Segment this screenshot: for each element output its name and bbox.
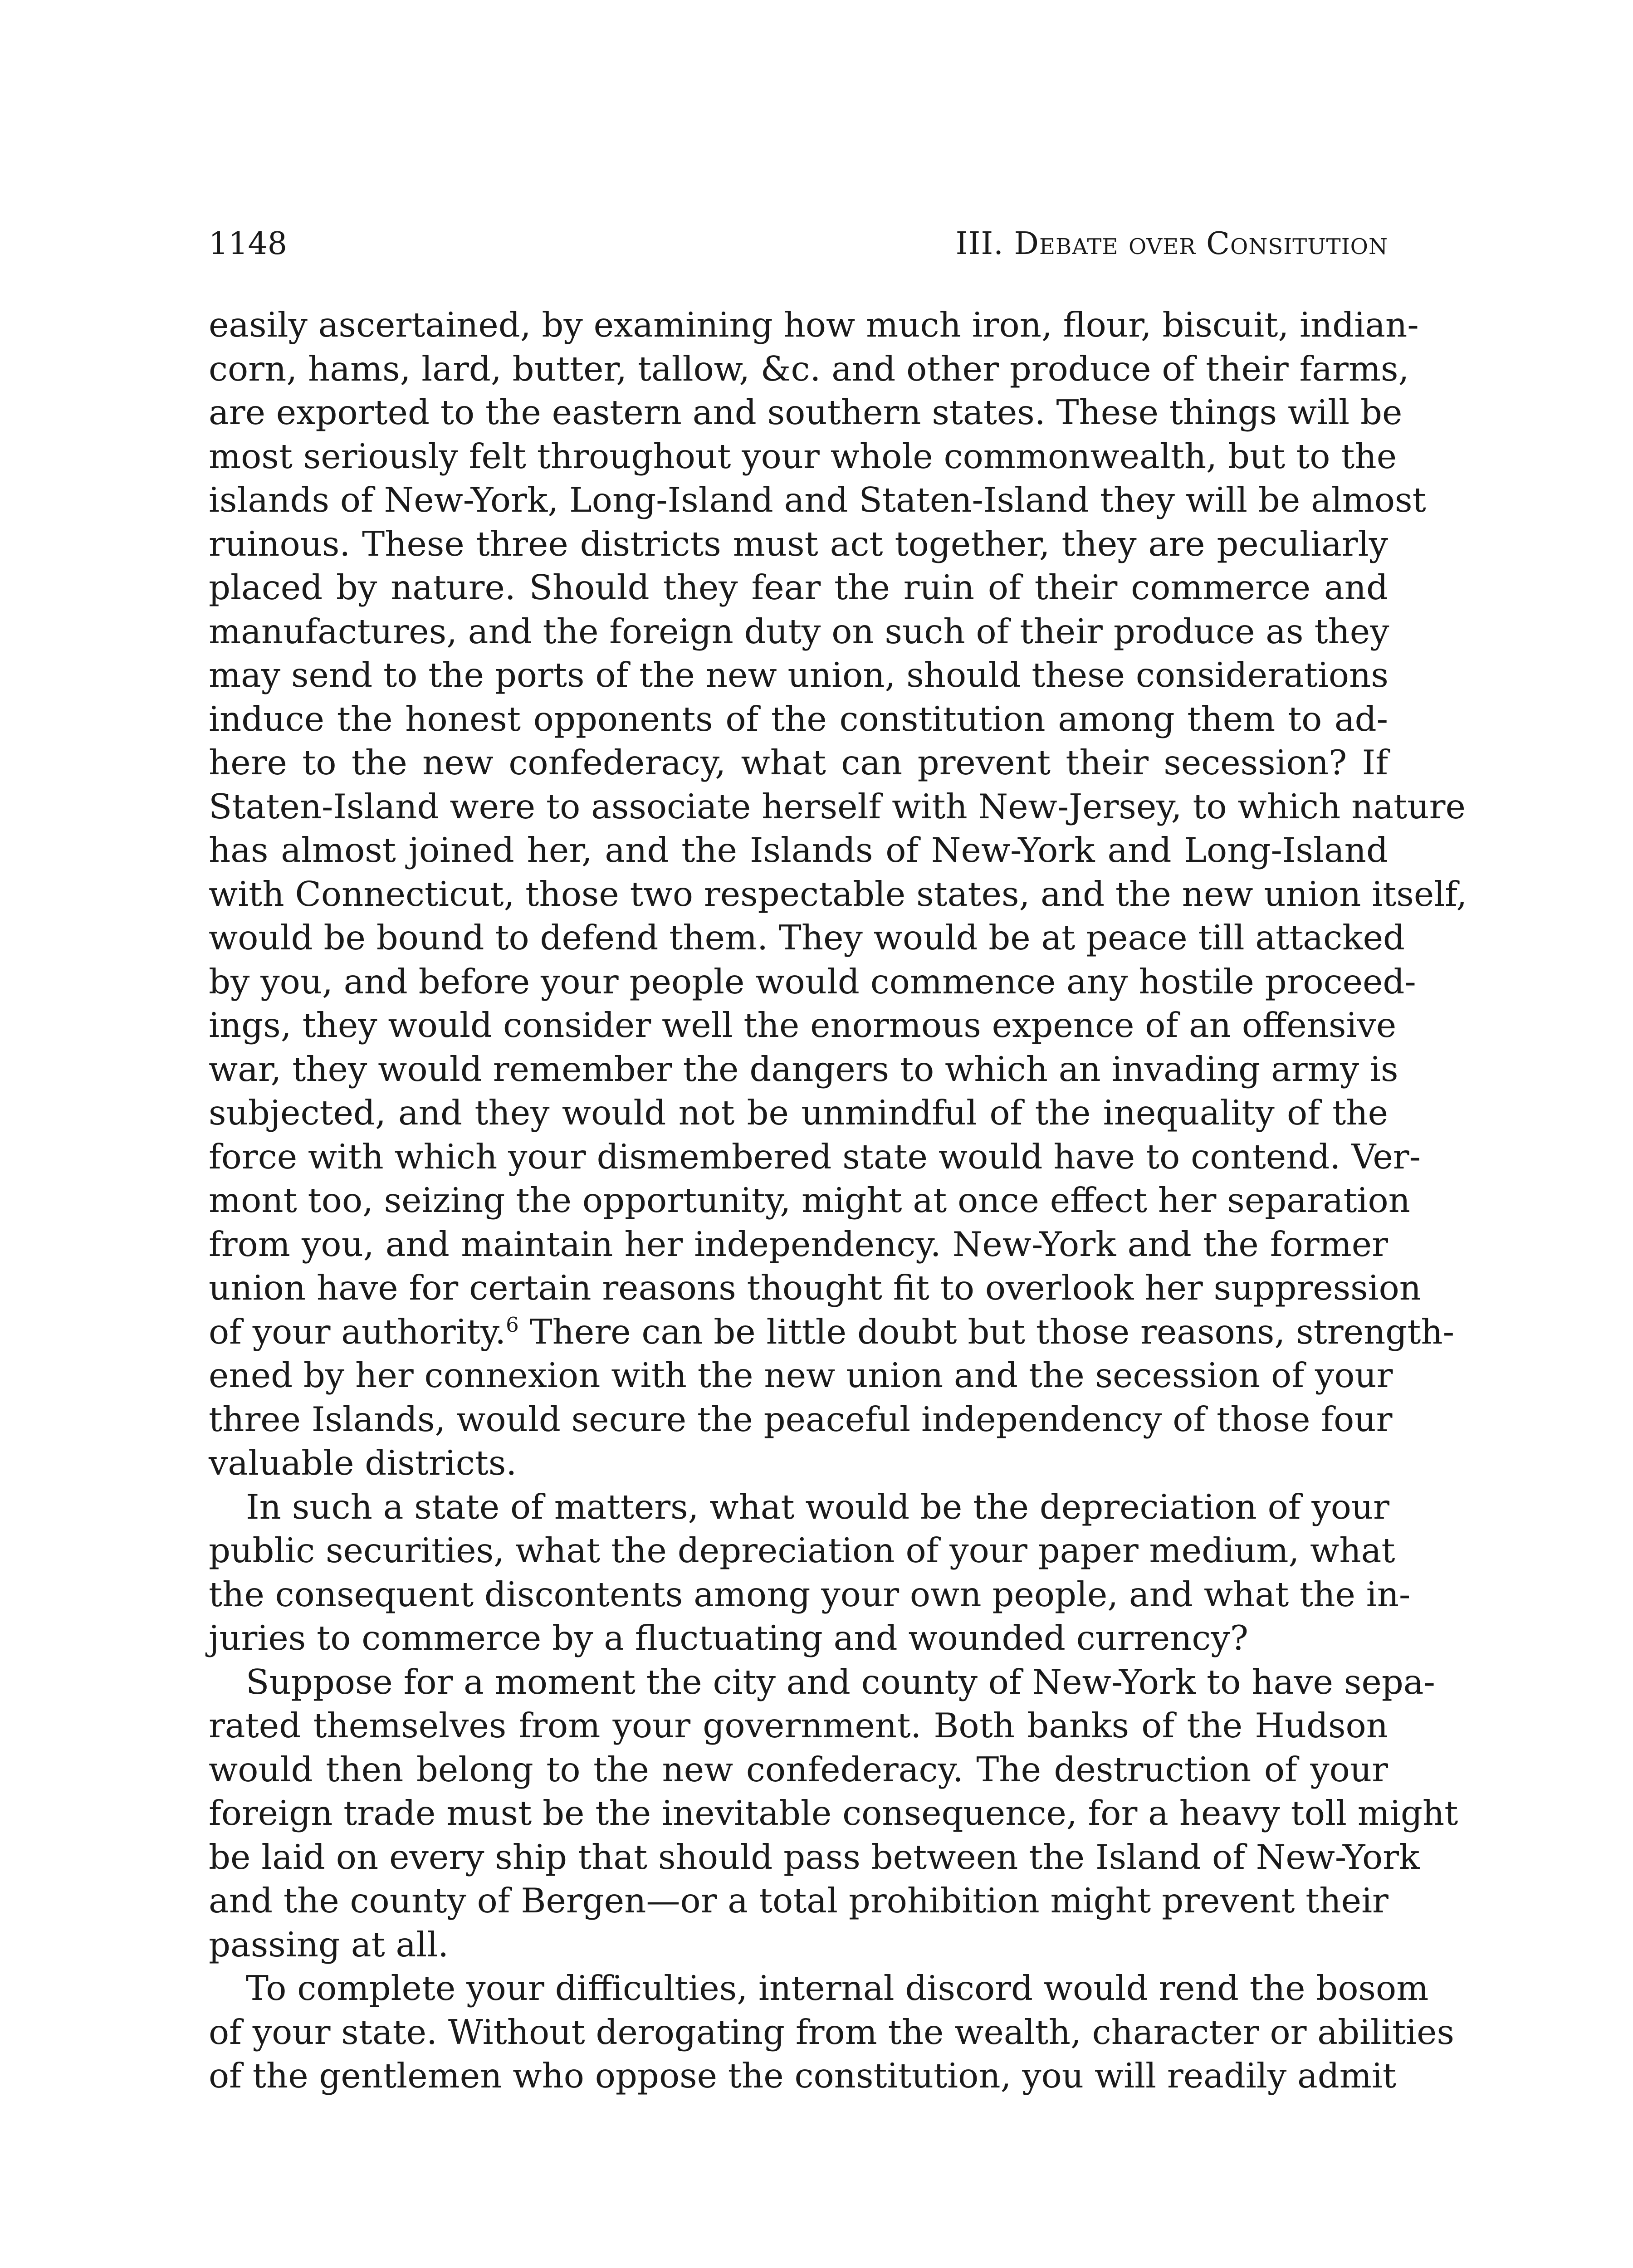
text-line: passing at all. bbox=[209, 1924, 449, 1965]
text-line: would then belong to the new confederacy. The destruction of your bbox=[209, 1749, 1388, 1789]
paragraph bbox=[209, 1660, 1458, 1967]
text-line: To complete your difficulties, internal discord would rend the bosom bbox=[246, 1968, 1429, 2008]
text-line: here to the new confederacy, what can prevent their secession? If bbox=[209, 743, 1388, 782]
text-line: union have for certain reasons thought fit to overlook her suppression bbox=[209, 1268, 1422, 1308]
text-line: foreign trade must be the inevitable consequence, for a heavy toll might bbox=[209, 1793, 1458, 1833]
text-line: three Islands, would secure the peaceful independency of those four bbox=[209, 1399, 1393, 1439]
text-line: Suppose for a moment the city and county of New-York to have sepa- bbox=[246, 1662, 1435, 1702]
running-head bbox=[209, 221, 1388, 267]
footnote-line-after: There can be little doubt but those reasons, strength- bbox=[518, 1311, 1455, 1352]
text-line: subjected, and they would not be unmindful of the inequality of the bbox=[209, 1093, 1388, 1133]
paragraph bbox=[209, 303, 1467, 1485]
paragraph bbox=[209, 1485, 1411, 1660]
text-line: public securities, what the depreciation of your paper medium, what bbox=[209, 1530, 1395, 1570]
text-line: rated themselves from your government. Both banks of the Hudson bbox=[209, 1706, 1388, 1745]
text-line: corn, hams, lard, butter, tallow, &c. and other produce of their farms, bbox=[209, 348, 1409, 389]
text-line: mont too, seizing the opportunity, might at once effect her separation bbox=[209, 1180, 1410, 1220]
body-text bbox=[209, 303, 1467, 2098]
text-line: Staten-Island were to associate herself with New-Jersey, to which nature bbox=[209, 786, 1466, 826]
text-line: with Connecticut, those two respectable states, and the new union itself, bbox=[209, 874, 1467, 914]
text-line: may send to the ports of the new union, should these considerations bbox=[209, 655, 1389, 695]
text-line: placed by nature. Should they fear the ruin of their commerce and bbox=[209, 567, 1388, 607]
text-line: islands of New-York, Long-Island and Staten-Island they will be almost bbox=[209, 480, 1426, 520]
text-line: of the gentlemen who oppose the constitution, you will readily admit bbox=[209, 2056, 1397, 2096]
text-line: most seriously felt throughout your whole commonwealth, but to the bbox=[209, 436, 1397, 476]
text-line: ruinous. These three districts must act together, they are peculiarly bbox=[209, 523, 1388, 564]
text-line: In such a state of matters, what would be the depreciation of your bbox=[246, 1486, 1390, 1527]
text-line: would be bound to defend them. They would be at peace till attacked bbox=[209, 918, 1405, 958]
page-number: 1148 bbox=[209, 226, 288, 262]
section-title: III. Debate over Consitution bbox=[955, 226, 1388, 262]
footnote-marker[interactable]: 6 bbox=[506, 1312, 519, 1337]
text-line: war, they would remember the dangers to which an invading army is bbox=[209, 1049, 1398, 1089]
text-line: from you, and maintain her independency. New-York and the former bbox=[209, 1224, 1388, 1264]
text-line: of your state. Without derogating from the wealth, character or abilities bbox=[209, 2012, 1454, 2052]
text-line: induce the honest opponents of the constitution among them to ad- bbox=[209, 699, 1388, 739]
text-line: are exported to the eastern and southern states. These things will be bbox=[209, 392, 1403, 432]
text-line: has almost joined her, and the Islands of New-York and Long-Island bbox=[209, 830, 1388, 870]
text-line: easily ascertained, by examining how much iron, flour, biscuit, indian- bbox=[209, 305, 1419, 345]
text-line-with-footnote bbox=[209, 1310, 1455, 1354]
text-line: valuable districts. bbox=[209, 1443, 517, 1483]
text-line: be laid on every ship that should pass between the Island of New-York bbox=[209, 1837, 1420, 1877]
text-line: by you, and before your people would commence any hostile proceed- bbox=[209, 961, 1416, 1002]
text-line: force with which your dismembered state would have to contend. Ver- bbox=[209, 1136, 1421, 1177]
text-line: juries to commerce by a fluctuating and wounded currency? bbox=[209, 1618, 1249, 1658]
text-line: ings, they would consider well the enormous expence of an offensive bbox=[209, 1005, 1397, 1045]
text-line: manufactures, and the foreign duty on such of their produce as they bbox=[209, 611, 1389, 651]
text-line: and the county of Bergen—or a total prohibition might prevent their bbox=[209, 1881, 1389, 1921]
footnote-line-before: of your authority. bbox=[209, 1311, 506, 1352]
paragraph bbox=[209, 1966, 1454, 2098]
text-line: ened by her connexion with the new union and the secession of your bbox=[209, 1355, 1393, 1395]
text-line: the consequent discontents among your own people, and what the in- bbox=[209, 1574, 1411, 1614]
